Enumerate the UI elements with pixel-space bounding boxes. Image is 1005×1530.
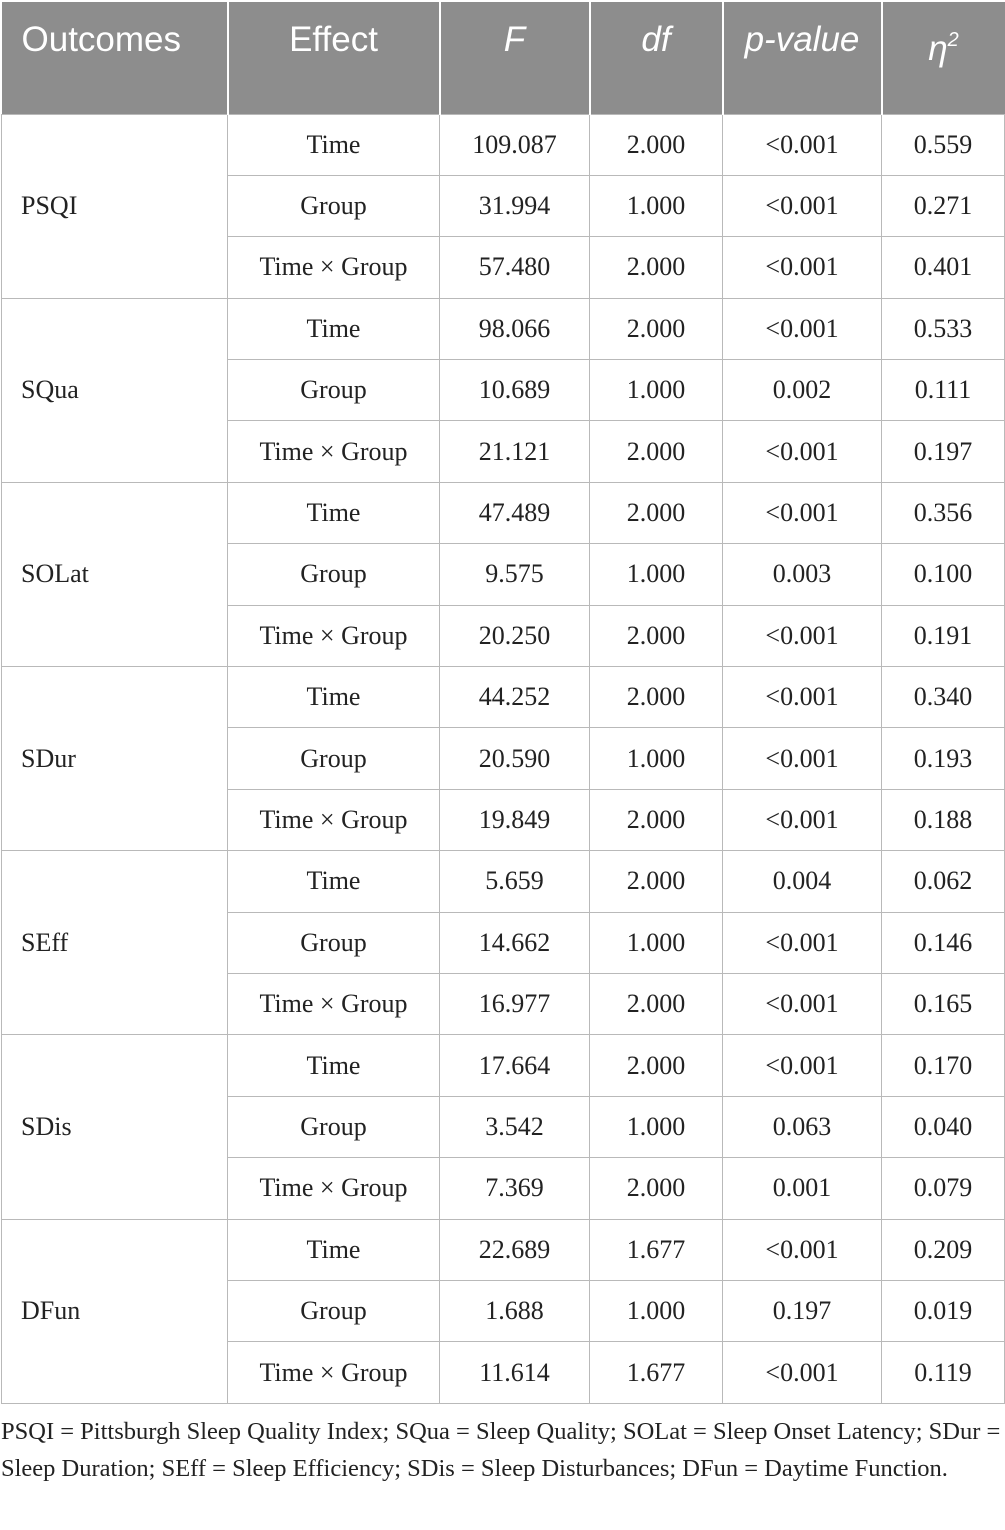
- f-value-cell: 7.369: [440, 1158, 590, 1219]
- header-eta-symbol: η: [928, 29, 948, 68]
- df-value-cell: 2.000: [590, 237, 723, 298]
- f-value-cell: 5.659: [440, 851, 590, 912]
- f-value-cell: 11.614: [440, 1342, 590, 1403]
- eta-squared-cell: 0.191: [882, 605, 1005, 666]
- effect-cell: Group: [228, 728, 440, 789]
- f-value-cell: 21.121: [440, 421, 590, 482]
- p-value-cell: 0.002: [723, 360, 882, 421]
- effect-cell: Time: [228, 298, 440, 359]
- p-value-cell: <0.001: [723, 789, 882, 850]
- df-value-cell: 2.000: [590, 667, 723, 728]
- table-row: [2, 298, 1005, 359]
- table-body: [2, 114, 1005, 1403]
- f-value-cell: 20.590: [440, 728, 590, 789]
- p-value-cell: 0.001: [723, 1158, 882, 1219]
- effect-cell: Group: [228, 175, 440, 236]
- effect-cell: Time × Group: [228, 605, 440, 666]
- effect-cell: Time × Group: [228, 973, 440, 1034]
- f-value-cell: 3.542: [440, 1096, 590, 1157]
- eta-squared-cell: 0.193: [882, 728, 1005, 789]
- outcome-cell: SOLat: [2, 482, 228, 666]
- table-header: [2, 2, 1005, 114]
- eta-squared-cell: 0.119: [882, 1342, 1005, 1403]
- outcome-cell: SEff: [2, 851, 228, 1035]
- df-value-cell: 1.000: [590, 360, 723, 421]
- df-value-cell: 1.000: [590, 728, 723, 789]
- f-value-cell: 47.489: [440, 482, 590, 543]
- eta-squared-cell: 0.356: [882, 482, 1005, 543]
- p-value-cell: <0.001: [723, 912, 882, 973]
- table-row: [2, 1035, 1005, 1096]
- eta-squared-cell: 0.079: [882, 1158, 1005, 1219]
- eta-squared-cell: 0.209: [882, 1219, 1005, 1280]
- df-value-cell: 2.000: [590, 1158, 723, 1219]
- f-value-cell: 16.977: [440, 973, 590, 1034]
- eta-squared-cell: 0.100: [882, 544, 1005, 605]
- effect-cell: Group: [228, 544, 440, 605]
- p-value-cell: <0.001: [723, 421, 882, 482]
- eta-squared-cell: 0.188: [882, 789, 1005, 850]
- effect-cell: Time × Group: [228, 421, 440, 482]
- eta-squared-cell: 0.165: [882, 973, 1005, 1034]
- f-value-cell: 17.664: [440, 1035, 590, 1096]
- df-value-cell: 2.000: [590, 851, 723, 912]
- df-value-cell: 1.000: [590, 912, 723, 973]
- outcome-cell: SQua: [2, 298, 228, 482]
- header-f: F: [440, 2, 590, 114]
- p-value-cell: 0.063: [723, 1096, 882, 1157]
- outcome-cell: PSQI: [2, 114, 228, 298]
- p-value-cell: <0.001: [723, 973, 882, 1034]
- p-value-cell: 0.197: [723, 1280, 882, 1341]
- df-value-cell: 1.677: [590, 1342, 723, 1403]
- effect-cell: Time: [228, 1035, 440, 1096]
- effect-cell: Group: [228, 912, 440, 973]
- p-value-cell: <0.001: [723, 298, 882, 359]
- effect-cell: Time × Group: [228, 1158, 440, 1219]
- eta-squared-cell: 0.197: [882, 421, 1005, 482]
- df-value-cell: 2.000: [590, 789, 723, 850]
- header-p-value-text: p-value: [744, 20, 860, 59]
- table-row: [2, 482, 1005, 543]
- header-eta-squared: [882, 2, 1005, 114]
- p-value-cell: <0.001: [723, 605, 882, 666]
- p-value-cell: <0.001: [723, 1219, 882, 1280]
- f-value-cell: 98.066: [440, 298, 590, 359]
- header-p-value: [723, 2, 882, 114]
- df-value-cell: 1.000: [590, 1096, 723, 1157]
- f-value-cell: 109.087: [440, 114, 590, 175]
- eta-squared-cell: 0.340: [882, 667, 1005, 728]
- p-value-cell: <0.001: [723, 482, 882, 543]
- df-value-cell: 2.000: [590, 605, 723, 666]
- results-table: [1, 2, 1005, 1404]
- header-eta-superscript: 2: [947, 29, 959, 51]
- p-value-cell: <0.001: [723, 1342, 882, 1403]
- df-value-cell: 2.000: [590, 973, 723, 1034]
- outcome-cell: DFun: [2, 1219, 228, 1403]
- p-value-cell: <0.001: [723, 114, 882, 175]
- header-row: [2, 2, 1005, 114]
- outcome-cell: SDis: [2, 1035, 228, 1219]
- effect-cell: Time × Group: [228, 789, 440, 850]
- effect-cell: Time: [228, 482, 440, 543]
- df-value-cell: 1.000: [590, 1280, 723, 1341]
- effect-cell: Time: [228, 1219, 440, 1280]
- p-value-cell: <0.001: [723, 667, 882, 728]
- p-value-cell: <0.001: [723, 175, 882, 236]
- eta-squared-cell: 0.019: [882, 1280, 1005, 1341]
- effect-cell: Time: [228, 114, 440, 175]
- f-value-cell: 31.994: [440, 175, 590, 236]
- effect-cell: Group: [228, 360, 440, 421]
- df-value-cell: 2.000: [590, 298, 723, 359]
- eta-squared-cell: 0.271: [882, 175, 1005, 236]
- f-value-cell: 19.849: [440, 789, 590, 850]
- p-value-cell: <0.001: [723, 237, 882, 298]
- eta-squared-cell: 0.062: [882, 851, 1005, 912]
- df-value-cell: 1.000: [590, 544, 723, 605]
- f-value-cell: 22.689: [440, 1219, 590, 1280]
- eta-squared-cell: 0.559: [882, 114, 1005, 175]
- table-row: [2, 1219, 1005, 1280]
- effect-cell: Group: [228, 1280, 440, 1341]
- f-value-cell: 14.662: [440, 912, 590, 973]
- f-value-cell: 1.688: [440, 1280, 590, 1341]
- f-value-cell: 10.689: [440, 360, 590, 421]
- p-value-cell: <0.001: [723, 1035, 882, 1096]
- p-value-cell: <0.001: [723, 728, 882, 789]
- effect-cell: Time: [228, 851, 440, 912]
- table-footnote: PSQI = Pittsburgh Sleep Quality Index; SQua = Sleep Quality; SOLat = Sleep Onset Latency; SDur = Sleep Duration; SEff = Sleep Efficiency; SDis = Sleep Disturbances; DFun = Daytime Function.: [1, 1418, 1001, 1482]
- df-value-cell: 2.000: [590, 482, 723, 543]
- f-value-cell: 20.250: [440, 605, 590, 666]
- effect-cell: Time × Group: [228, 237, 440, 298]
- table-row: [2, 114, 1005, 175]
- table-row: [2, 667, 1005, 728]
- header-effect: Effect: [228, 2, 440, 114]
- outcome-cell: SDur: [2, 667, 228, 851]
- effect-cell: Time: [228, 667, 440, 728]
- df-value-cell: 2.000: [590, 114, 723, 175]
- f-value-cell: 57.480: [440, 237, 590, 298]
- table-row: [2, 851, 1005, 912]
- eta-squared-cell: 0.401: [882, 237, 1005, 298]
- df-value-cell: 1.000: [590, 175, 723, 236]
- effect-cell: Time × Group: [228, 1342, 440, 1403]
- eta-squared-cell: 0.146: [882, 912, 1005, 973]
- header-df: df: [590, 2, 723, 114]
- f-value-cell: 44.252: [440, 667, 590, 728]
- df-value-cell: 2.000: [590, 1035, 723, 1096]
- df-value-cell: 2.000: [590, 421, 723, 482]
- eta-squared-cell: 0.533: [882, 298, 1005, 359]
- p-value-cell: 0.004: [723, 851, 882, 912]
- eta-squared-cell: 0.111: [882, 360, 1005, 421]
- df-value-cell: 1.677: [590, 1219, 723, 1280]
- eta-squared-cell: 0.170: [882, 1035, 1005, 1096]
- eta-squared-cell: 0.040: [882, 1096, 1005, 1157]
- f-value-cell: 9.575: [440, 544, 590, 605]
- p-value-cell: 0.003: [723, 544, 882, 605]
- header-outcomes: Outcomes: [2, 2, 228, 114]
- effect-cell: Group: [228, 1096, 440, 1157]
